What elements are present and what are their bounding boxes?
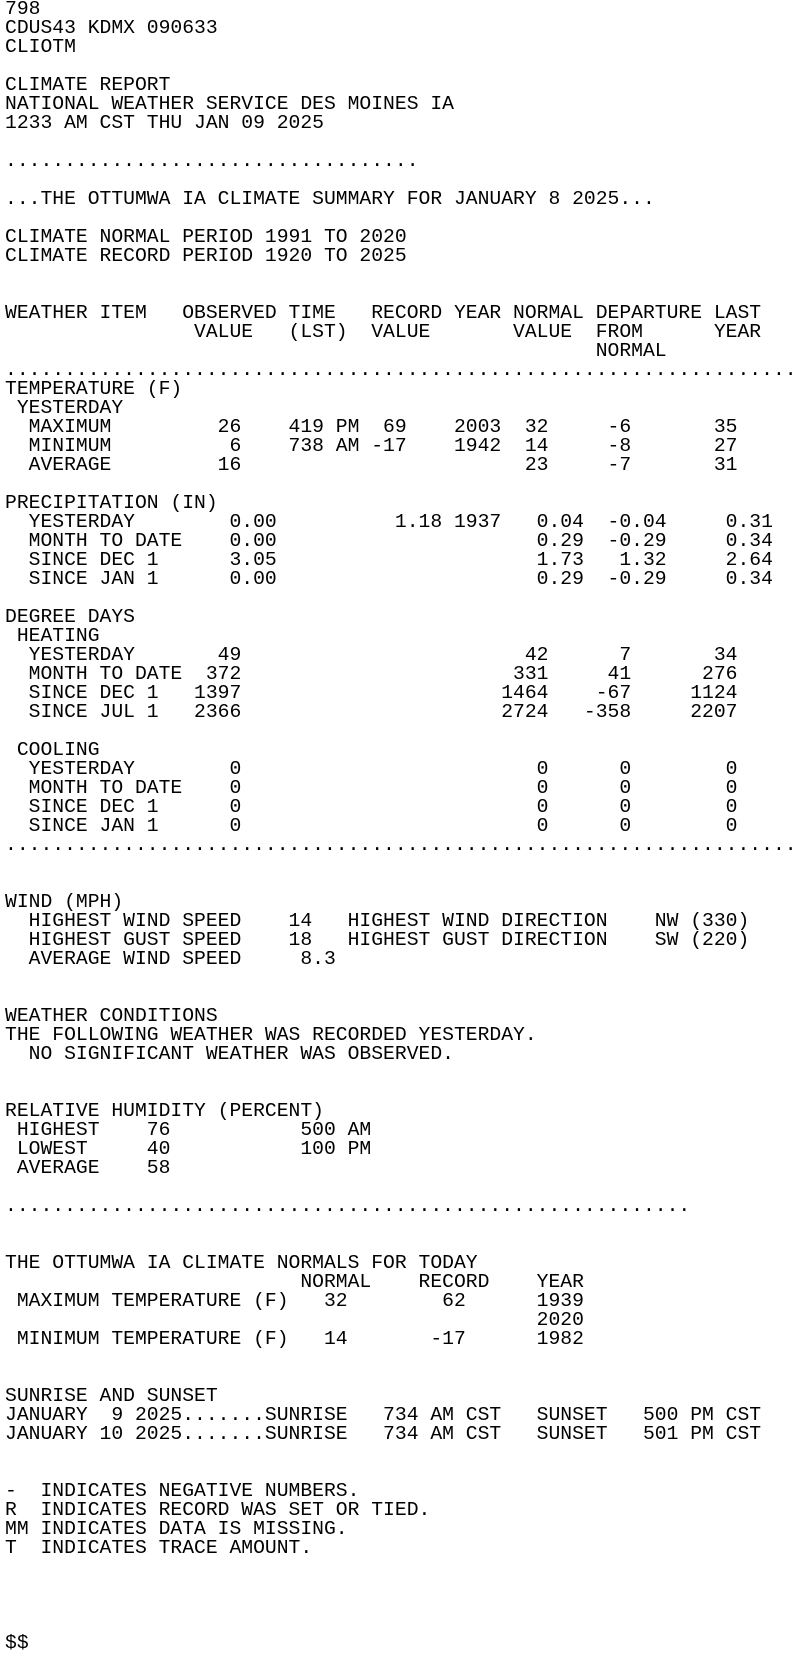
report-line: R INDICATES RECORD WAS SET OR TIED.: [5, 1499, 431, 1521]
report-line: [5, 1349, 810, 1368]
report-line: [5, 1444, 810, 1463]
report-line: CLIOTM: [5, 36, 76, 58]
report-line: SINCE JAN 1 0 0 0 0: [5, 815, 738, 837]
report-line: SINCE DEC 1 3.05 1.73 1.32 2.64: [5, 549, 773, 571]
report-line: MAXIMUM TEMPERATURE (F) 32 62 1939: [5, 1290, 584, 1312]
report-line: CLIMATE REPORT: [5, 74, 171, 96]
report-line: YESTERDAY 0.00 1.18 1937 0.04 -0.04 0.31: [5, 511, 773, 533]
report-line: ...................................................................: [5, 834, 797, 856]
report-line: [5, 1577, 810, 1596]
report-line: [5, 855, 810, 874]
report-line: HIGHEST WIND SPEED 14 HIGHEST WIND DIRECTION NW (330): [5, 910, 750, 932]
report-line: THE OTTUMWA IA CLIMATE NORMALS FOR TODAY: [5, 1252, 478, 1274]
report-line: YESTERDAY 49 42 7 34: [5, 644, 738, 666]
report-line: SINCE DEC 1 0 0 0 0: [5, 796, 738, 818]
report-line: NORMAL RECORD YEAR: [5, 1271, 584, 1293]
report-line: MINIMUM 6 738 AM -17 1942 14 -8 27: [5, 435, 738, 457]
report-line: 1233 AM CST THU JAN 09 2025: [5, 112, 324, 134]
report-line: DEGREE DAYS: [5, 606, 135, 628]
report-line: MONTH TO DATE 0 0 0 0: [5, 777, 738, 799]
report-line: YESTERDAY: [5, 397, 124, 419]
report-line: SINCE DEC 1 1397 1464 -67 1124: [5, 682, 738, 704]
report-line: RELATIVE HUMIDITY (PERCENT): [5, 1100, 324, 1122]
report-line: JANUARY 10 2025.......SUNRISE 734 AM CST SUNSET 501 PM CST: [5, 1423, 762, 1445]
report-line: SINCE JAN 1 0.00 0.29 -0.29 0.34: [5, 568, 773, 590]
report-line: MAXIMUM 26 419 PM 69 2003 32 -6 35: [5, 416, 738, 438]
report-line: [5, 1615, 810, 1634]
report-line: AVERAGE WIND SPEED 8.3: [5, 948, 336, 970]
report-line: YESTERDAY 0 0 0 0: [5, 758, 738, 780]
report-line: PRECIPITATION (IN): [5, 492, 218, 514]
report-line: $$: [5, 1632, 29, 1654]
report-line: NORMAL: [5, 340, 667, 362]
report-line: ...................................................................: [5, 359, 797, 381]
report-line: HIGHEST GUST SPEED 18 HIGHEST GUST DIRECTION SW (220): [5, 929, 750, 951]
report-line: AVERAGE 58: [5, 1157, 171, 1179]
report-line: VALUE (LST) VALUE VALUE FROM YEAR: [5, 321, 762, 343]
report-line: ...................................: [5, 150, 419, 172]
report-line: THE FOLLOWING WEATHER WAS RECORDED YESTERDAY.: [5, 1024, 537, 1046]
report-line: WEATHER CONDITIONS: [5, 1005, 218, 1027]
report-line: MM INDICATES DATA IS MISSING.: [5, 1518, 348, 1540]
report-line: CLIMATE NORMAL PERIOD 1991 TO 2020: [5, 226, 407, 248]
report-line: 798: [5, 0, 41, 20]
report-line: [5, 874, 810, 893]
report-line: LOWEST 40 100 PM: [5, 1138, 372, 1160]
report-line: ..........................................................: [5, 1195, 691, 1217]
report-line: MINIMUM TEMPERATURE (F) 14 -17 1982: [5, 1328, 584, 1350]
report-line: SINCE JUL 1 2366 2724 -358 2207: [5, 701, 738, 723]
report-line: MONTH TO DATE 372 331 41 276: [5, 663, 738, 685]
report-line: [5, 1216, 810, 1235]
report-line: TEMPERATURE (F): [5, 378, 183, 400]
report-line: HIGHEST 76 500 AM: [5, 1119, 372, 1141]
report-line: NATIONAL WEATHER SERVICE DES MOINES IA: [5, 93, 454, 115]
report-line: [5, 1064, 810, 1083]
report-line: [5, 1596, 810, 1615]
report-line: CLIMATE RECORD PERIOD 1920 TO 2025: [5, 245, 407, 267]
report-line: COOLING: [5, 739, 100, 761]
report-line: [5, 266, 810, 285]
report-line: T INDICATES TRACE AMOUNT.: [5, 1537, 313, 1559]
report-line: WIND (MPH): [5, 891, 124, 913]
report-line: CDUS43 KDMX 090633: [5, 17, 218, 39]
report-line: [5, 969, 810, 988]
report-line: SUNRISE AND SUNSET: [5, 1385, 218, 1407]
report-line: MONTH TO DATE 0.00 0.29 -0.29 0.34: [5, 530, 773, 552]
report-line: - INDICATES NEGATIVE NUMBERS.: [5, 1480, 360, 1502]
report-line: WEATHER ITEM OBSERVED TIME RECORD YEAR NORMAL DEPARTURE LAST: [5, 302, 762, 324]
report-line: ...THE OTTUMWA IA CLIMATE SUMMARY FOR JANUARY 8 2025...: [5, 188, 655, 210]
report-line: HEATING: [5, 625, 100, 647]
report-line: [5, 1558, 810, 1577]
report-line: NO SIGNIFICANT WEATHER WAS OBSERVED.: [5, 1043, 454, 1065]
report-line: JANUARY 9 2025.......SUNRISE 734 AM CST SUNSET 500 PM CST: [5, 1404, 762, 1426]
report-line: AVERAGE 16 23 -7 31: [5, 454, 738, 476]
report-line: 2020: [5, 1309, 584, 1331]
report-line: [5, 722, 810, 741]
